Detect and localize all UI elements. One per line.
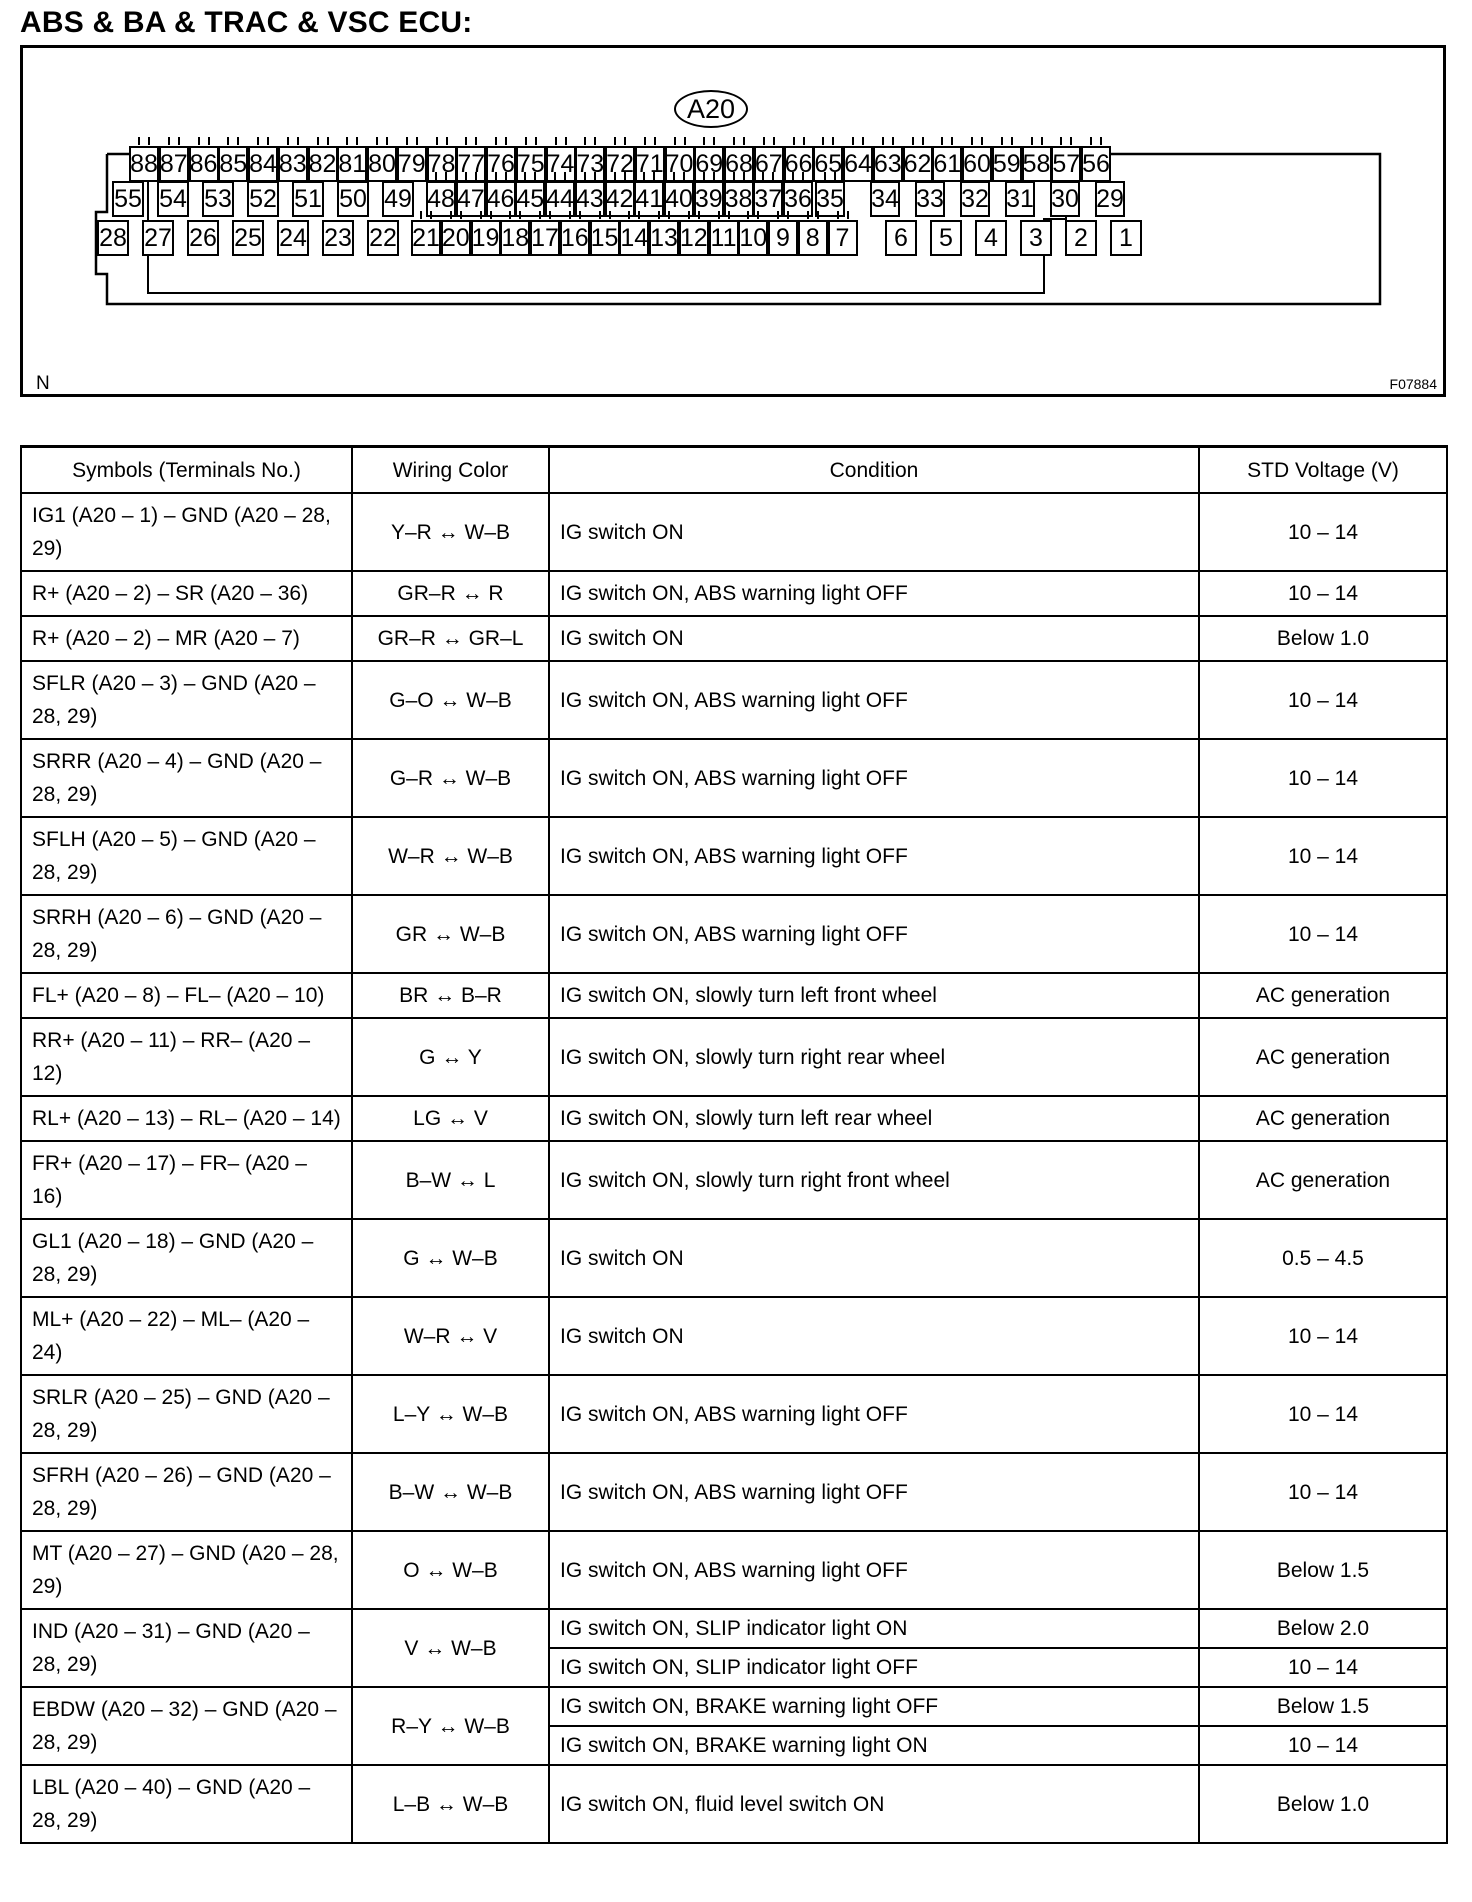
connector-pin: 33 — [915, 181, 945, 217]
connector-pin: 75 — [516, 146, 546, 182]
std-voltage-cell: 10 – 14 — [1199, 739, 1447, 817]
connector-pin: 79 — [397, 146, 427, 182]
condition-cell: IG switch ON, ABS warning light OFF — [549, 1375, 1199, 1453]
pin-latch — [287, 137, 299, 145]
condition-cell: IG switch ON, ABS warning light OFF — [549, 1531, 1199, 1609]
pin-latch — [539, 211, 551, 219]
connector-pin: 49 — [382, 181, 414, 217]
pin-latch — [317, 137, 329, 145]
std-voltage-cell: 10 – 14 — [1199, 1297, 1447, 1375]
connector-pin: 24 — [277, 220, 309, 256]
connector-pin: 3 — [1020, 220, 1052, 256]
wiring-color-cell: GR–R ↔ GR–L — [352, 616, 549, 661]
connector-pin: 29 — [1095, 181, 1125, 217]
connector-pin: 81 — [337, 146, 367, 182]
connector-pin: 16 — [560, 220, 590, 256]
std-voltage-cell: 10 – 14 — [1199, 817, 1447, 895]
table-row — [21, 1687, 1447, 1726]
pin-latch — [733, 137, 745, 145]
table-row — [21, 661, 1447, 739]
pin-latch — [436, 137, 448, 145]
connector-pin: 55 — [112, 181, 144, 217]
std-voltage-cell: 10 – 14 — [1199, 571, 1447, 616]
connector-pin: 57 — [1051, 146, 1081, 182]
symbol-cell: FR+ (A20 – 17) – FR– (A20 – 16) — [21, 1141, 352, 1219]
connector-pin: 38 — [724, 181, 754, 217]
connector-pin: 13 — [649, 220, 679, 256]
connector-pin: 23 — [322, 220, 354, 256]
std-voltage-cell: Below 1.0 — [1199, 616, 1447, 661]
pin-latch — [1001, 137, 1013, 145]
table-row — [21, 1018, 1447, 1096]
connector-pin: 19 — [471, 220, 501, 256]
connector-pin: 18 — [500, 220, 530, 256]
connector-pin: 8 — [798, 220, 828, 256]
condition-cell: IG switch ON, slowly turn left rear wheel — [549, 1096, 1199, 1141]
wiring-color-cell: O ↔ W–B — [352, 1531, 549, 1609]
pin-latch — [882, 137, 894, 145]
condition-cell: IG switch ON — [549, 493, 1199, 571]
pin-latch — [435, 172, 447, 180]
pin-latch — [824, 172, 836, 180]
connector-pin: 60 — [962, 146, 992, 182]
connector-pin: 37 — [753, 181, 783, 217]
connector-pin: 65 — [813, 146, 843, 182]
table-row — [21, 1141, 1447, 1219]
connector-pin: 51 — [292, 181, 324, 217]
condition-cell: IG switch ON — [549, 1219, 1199, 1297]
wiring-color-cell: Y–R ↔ W–B — [352, 493, 549, 571]
pin-latch — [138, 137, 150, 145]
symbol-cell: R+ (A20 – 2) – SR (A20 – 36) — [21, 571, 352, 616]
pin-latch — [762, 172, 774, 180]
connector-pin: 11 — [709, 220, 739, 256]
connector-pin: 2 — [1065, 220, 1097, 256]
pin-latch — [852, 137, 864, 145]
wiring-color-cell: G ↔ W–B — [352, 1219, 549, 1297]
pin-latch — [420, 211, 432, 219]
pin-latch — [346, 137, 358, 145]
pin-latch — [480, 211, 492, 219]
pin-latch — [747, 211, 759, 219]
condition-cell: IG switch ON, slowly turn right front wheel — [549, 1141, 1199, 1219]
pin-latch — [792, 172, 804, 180]
table-row — [21, 1453, 1447, 1531]
header-symbols: Symbols (Terminals No.) — [21, 447, 352, 494]
wiring-color-cell: LG ↔ V — [352, 1096, 549, 1141]
connector-pin: 70 — [665, 146, 695, 182]
header-std-voltage: STD Voltage (V) — [1199, 447, 1447, 494]
connector-pin: 34 — [870, 181, 900, 217]
std-voltage-cell: 10 – 14 — [1199, 1453, 1447, 1531]
symbol-cell: RR+ (A20 – 11) – RR– (A20 – 12) — [21, 1018, 352, 1096]
symbol-cell: SFRH (A20 – 26) – GND (A20 – 28, 29) — [21, 1453, 352, 1531]
std-voltage-cell: AC generation — [1199, 1018, 1447, 1096]
connector-pin: 58 — [1022, 146, 1052, 182]
connector-pin: 9 — [768, 220, 798, 256]
std-voltage-cell: 10 – 14 — [1199, 1375, 1447, 1453]
connector-pin: 80 — [367, 146, 397, 182]
header-condition: Condition — [549, 447, 1199, 494]
symbol-cell: IG1 (A20 – 1) – GND (A20 – 28, 29) — [21, 493, 352, 571]
connector-pin: 56 — [1081, 146, 1111, 182]
table-row — [21, 973, 1447, 1018]
connector-pin: 63 — [873, 146, 903, 182]
figure-id: F07884 — [1389, 376, 1437, 392]
condition-cell: IG switch ON, SLIP indicator light OFF — [549, 1648, 1199, 1687]
std-voltage-cell: AC generation — [1199, 1096, 1447, 1141]
pin-latch — [168, 137, 180, 145]
symbol-cell: ML+ (A20 – 22) – ML– (A20 – 24) — [21, 1297, 352, 1375]
symbol-cell: SRRR (A20 – 4) – GND (A20 – 28, 29) — [21, 739, 352, 817]
pin-latch — [971, 137, 983, 145]
connector-pin: 31 — [1005, 181, 1035, 217]
symbol-cell: MT (A20 – 27) – GND (A20 – 28, 29) — [21, 1531, 352, 1609]
connector-pin: 26 — [187, 220, 219, 256]
condition-cell: IG switch ON, ABS warning light OFF — [549, 1453, 1199, 1531]
pin-latch — [227, 137, 239, 145]
pin-latch — [554, 172, 566, 180]
condition-cell: IG switch ON, slowly turn left front wheel — [549, 973, 1199, 1018]
table-row — [21, 616, 1447, 661]
connector-pin: 77 — [456, 146, 486, 182]
std-voltage-cell: Below 1.5 — [1199, 1687, 1447, 1726]
pin-latch — [658, 211, 670, 219]
table-row — [21, 739, 1447, 817]
table-row — [21, 817, 1447, 895]
connector-pin: 82 — [308, 146, 338, 182]
std-voltage-cell: 0.5 – 4.5 — [1199, 1219, 1447, 1297]
condition-cell: IG switch ON — [549, 616, 1199, 661]
connector-pin: 88 — [129, 146, 159, 182]
table-row — [21, 1096, 1447, 1141]
connector-pin: 86 — [189, 146, 219, 182]
connector-pin: 1 — [1110, 220, 1142, 256]
connector-pin: 74 — [546, 146, 576, 182]
pin-latch — [614, 172, 626, 180]
pin-latch — [822, 137, 834, 145]
pin-latch — [555, 137, 567, 145]
connector-pin: 48 — [426, 181, 456, 217]
pin-latch — [644, 137, 656, 145]
connector-pin: 17 — [530, 220, 560, 256]
symbol-cell: EBDW (A20 – 32) – GND (A20 – 28, 29) — [21, 1687, 352, 1765]
symbol-cell: FL+ (A20 – 8) – FL– (A20 – 10) — [21, 973, 352, 1018]
pin-latch — [912, 137, 924, 145]
std-voltage-cell: 10 – 14 — [1199, 661, 1447, 739]
pin-latch — [628, 211, 640, 219]
connector-pin: 43 — [575, 181, 605, 217]
pin-latch — [465, 137, 477, 145]
connector-pin: 12 — [679, 220, 709, 256]
pin-latch — [524, 172, 536, 180]
pin-latch — [763, 137, 775, 145]
connector-pin: 64 — [843, 146, 873, 182]
connector-pin: 78 — [427, 146, 457, 182]
connector-pin: 42 — [605, 181, 635, 217]
connector-pin: 47 — [456, 181, 486, 217]
table-row — [21, 895, 1447, 973]
wiring-color-cell: G ↔ Y — [352, 1018, 549, 1096]
table-row — [21, 1219, 1447, 1297]
pin-latch — [1031, 137, 1043, 145]
connector-pin: 7 — [828, 220, 858, 256]
std-voltage-cell: 10 – 14 — [1199, 895, 1447, 973]
pin-latch — [807, 211, 819, 219]
connector-pin: 69 — [694, 146, 724, 182]
connector-id-label: A20 — [674, 90, 748, 128]
wiring-color-cell: G–R ↔ W–B — [352, 739, 549, 817]
pin-latch — [584, 137, 596, 145]
pin-latch — [599, 211, 611, 219]
connector-pin: 28 — [97, 220, 129, 256]
pin-latch — [450, 211, 462, 219]
connector-pin: 68 — [724, 146, 754, 182]
table-row — [21, 1297, 1447, 1375]
connector-pin: 41 — [634, 181, 664, 217]
table-header-row — [21, 447, 1447, 494]
connector-pin: 45 — [515, 181, 545, 217]
condition-cell: IG switch ON, ABS warning light OFF — [549, 817, 1199, 895]
wiring-color-cell: GR ↔ W–B — [352, 895, 549, 973]
connector-pin: 84 — [248, 146, 278, 182]
pin-latch — [495, 172, 507, 180]
symbol-cell: SFLH (A20 – 5) – GND (A20 – 28, 29) — [21, 817, 352, 895]
pin-latch — [733, 172, 745, 180]
connector-pin: 15 — [590, 220, 620, 256]
wiring-color-cell: B–W ↔ W–B — [352, 1453, 549, 1531]
wiring-color-cell: G–O ↔ W–B — [352, 661, 549, 739]
connector-pin: 5 — [930, 220, 962, 256]
symbol-cell: IND (A20 – 31) – GND (A20 – 28, 29) — [21, 1609, 352, 1687]
connector-pin: 21 — [411, 220, 441, 256]
pin-latch — [569, 211, 581, 219]
connector-pin: 66 — [784, 146, 814, 182]
connector-pin: 14 — [619, 220, 649, 256]
std-voltage-cell: Below 1.5 — [1199, 1531, 1447, 1609]
symbol-cell: SFLR (A20 – 3) – GND (A20 – 28, 29) — [21, 661, 352, 739]
connector-pin: 53 — [202, 181, 234, 217]
condition-cell: IG switch ON — [549, 1297, 1199, 1375]
connector-pin: 62 — [903, 146, 933, 182]
pin-latch — [941, 137, 953, 145]
symbol-cell: GL1 (A20 – 18) – GND (A20 – 28, 29) — [21, 1219, 352, 1297]
pin-latch — [793, 137, 805, 145]
connector-pin: 85 — [218, 146, 248, 182]
connector-pin: 44 — [545, 181, 575, 217]
wiring-color-cell: BR ↔ B–R — [352, 973, 549, 1018]
pin-latch — [674, 137, 686, 145]
wiring-color-cell: B–W ↔ L — [352, 1141, 549, 1219]
connector-pin: 30 — [1050, 181, 1080, 217]
symbol-cell: SRRH (A20 – 6) – GND (A20 – 28, 29) — [21, 895, 352, 973]
connector-pin: 73 — [575, 146, 605, 182]
pin-latch — [1060, 137, 1072, 145]
connector-pin: 50 — [337, 181, 369, 217]
std-voltage-cell: 10 – 14 — [1199, 1648, 1447, 1687]
pin-latch — [703, 137, 715, 145]
table-row — [21, 571, 1447, 616]
connector-pin: 6 — [885, 220, 917, 256]
condition-cell: IG switch ON, ABS warning light OFF — [549, 739, 1199, 817]
voltage-spec-table — [20, 445, 1448, 1844]
symbol-cell: SRLR (A20 – 25) – GND (A20 – 28, 29) — [21, 1375, 352, 1453]
wiring-color-cell: R–Y ↔ W–B — [352, 1687, 549, 1765]
condition-cell: IG switch ON, ABS warning light OFF — [549, 895, 1199, 973]
pin-latch — [465, 172, 477, 180]
connector-pin: 52 — [247, 181, 279, 217]
connector-pin: 20 — [441, 220, 471, 256]
connector-pin: 46 — [486, 181, 516, 217]
connector-pin: 71 — [635, 146, 665, 182]
pin-latch — [614, 137, 626, 145]
header-wiring-color: Wiring Color — [352, 447, 549, 494]
connector-pin: 67 — [754, 146, 784, 182]
std-voltage-cell: AC generation — [1199, 973, 1447, 1018]
condition-cell: IG switch ON, ABS warning light OFF — [549, 571, 1199, 616]
connector-pin: 59 — [992, 146, 1022, 182]
std-voltage-cell: 10 – 14 — [1199, 1726, 1447, 1765]
pin-latch — [1090, 137, 1102, 145]
condition-cell: IG switch ON, ABS warning light OFF — [549, 661, 1199, 739]
pin-latch — [525, 137, 537, 145]
connector-pin: 83 — [278, 146, 308, 182]
wiring-color-cell: GR–R ↔ R — [352, 571, 549, 616]
diagram-corner-label: N — [36, 373, 50, 394]
pin-latch — [257, 137, 269, 145]
pin-latch — [643, 172, 655, 180]
std-voltage-cell: Below 1.0 — [1199, 1765, 1447, 1843]
pin-latch — [703, 172, 715, 180]
connector-pin: 10 — [738, 220, 768, 256]
connector-pin: 4 — [975, 220, 1007, 256]
connector-pin: 22 — [367, 220, 399, 256]
connector-diagram — [20, 45, 1446, 397]
pin-latch — [495, 137, 507, 145]
table-row — [21, 493, 1447, 571]
condition-cell: IG switch ON, BRAKE warning light OFF — [549, 1687, 1199, 1726]
table-row — [21, 1375, 1447, 1453]
symbol-cell: R+ (A20 – 2) – MR (A20 – 7) — [21, 616, 352, 661]
connector-pin: 36 — [783, 181, 813, 217]
wiring-color-cell: L–B ↔ W–B — [352, 1765, 549, 1843]
condition-cell: IG switch ON, slowly turn right rear wheel — [549, 1018, 1199, 1096]
table-row — [21, 1765, 1447, 1843]
page-title: ABS & BA & TRAC & VSC ECU: — [20, 6, 473, 39]
table-row — [21, 1609, 1447, 1648]
connector-pin: 32 — [960, 181, 990, 217]
wiring-color-cell: W–R ↔ W–B — [352, 817, 549, 895]
wiring-color-cell: W–R ↔ V — [352, 1297, 549, 1375]
pin-latch — [406, 137, 418, 145]
connector-pin: 40 — [664, 181, 694, 217]
wiring-color-cell: V ↔ W–B — [352, 1609, 549, 1687]
wiring-color-cell: L–Y ↔ W–B — [352, 1375, 549, 1453]
connector-pin: 39 — [694, 181, 724, 217]
table-row — [21, 1531, 1447, 1609]
connector-pin: 76 — [486, 146, 516, 182]
connector-pin: 25 — [232, 220, 264, 256]
connector-pin: 87 — [159, 146, 189, 182]
condition-cell: IG switch ON, fluid level switch ON — [549, 1765, 1199, 1843]
std-voltage-cell: AC generation — [1199, 1141, 1447, 1219]
connector-pin: 72 — [605, 146, 635, 182]
connector-pin: 35 — [815, 181, 845, 217]
pin-latch — [509, 211, 521, 219]
std-voltage-cell: Below 2.0 — [1199, 1609, 1447, 1648]
pin-latch — [718, 211, 730, 219]
pin-latch — [777, 211, 789, 219]
connector-pin: 61 — [932, 146, 962, 182]
pin-latch — [688, 211, 700, 219]
pin-latch — [198, 137, 210, 145]
condition-cell: IG switch ON, BRAKE warning light ON — [549, 1726, 1199, 1765]
connector-pin: 27 — [142, 220, 174, 256]
symbol-cell: RL+ (A20 – 13) – RL– (A20 – 14) — [21, 1096, 352, 1141]
pin-latch — [673, 172, 685, 180]
std-voltage-cell: 10 – 14 — [1199, 493, 1447, 571]
connector-pin: 54 — [157, 181, 189, 217]
pin-latch — [584, 172, 596, 180]
pin-latch — [376, 137, 388, 145]
condition-cell: IG switch ON, SLIP indicator light ON — [549, 1609, 1199, 1648]
pin-latch — [837, 211, 849, 219]
symbol-cell: LBL (A20 – 40) – GND (A20 – 28, 29) — [21, 1765, 352, 1843]
